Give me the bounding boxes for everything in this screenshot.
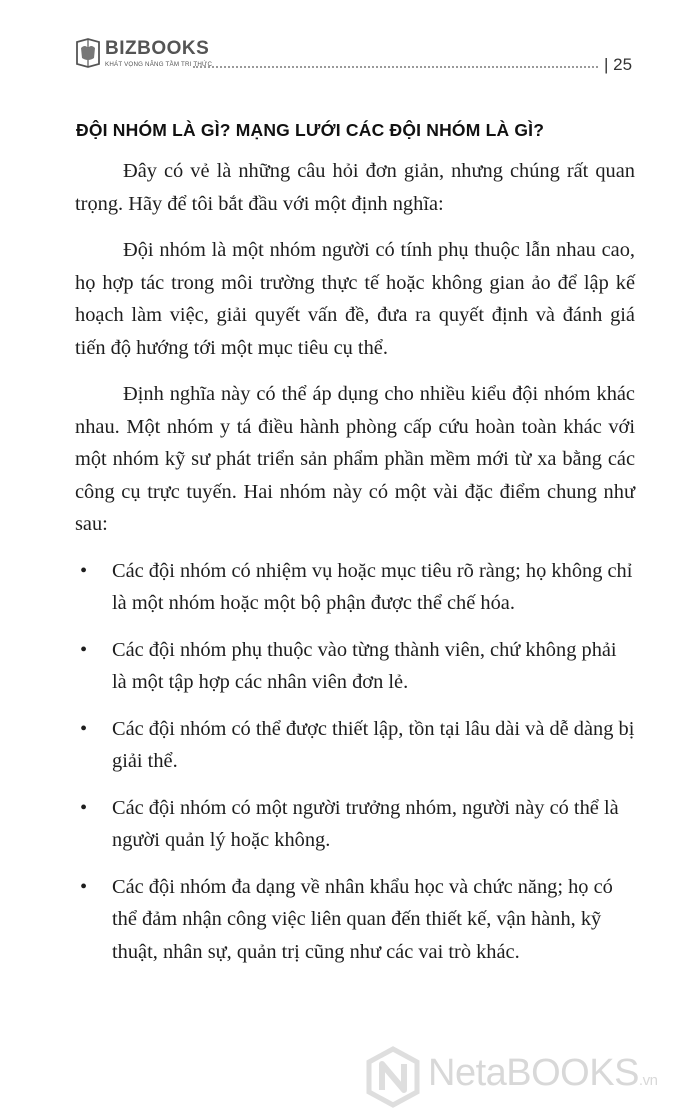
list-item xyxy=(75,634,635,699)
paragraph: Định nghĩa này có thể áp dụng cho nhiều kiểu đội nhóm khác nhau. Một nhóm y tá điều hành phòng cấp cứu hoàn toàn khác với một nhóm kỹ sư phát triển sản phẩm phần mềm mới từ xa bằng các công cụ trực tuyến. Hai nhóm này có một vài đặc điểm chung như sau: xyxy=(75,383,635,535)
bullet-marker: • xyxy=(80,875,88,898)
list-item-text: Các đội nhóm có một người trưởng nhóm, người này có thể là người quản lý hoặc không. xyxy=(112,796,619,851)
bullet-marker: • xyxy=(80,559,88,582)
bullet-marker: • xyxy=(80,796,88,819)
watermark-text xyxy=(428,1052,657,1095)
page-header xyxy=(0,0,700,100)
bullet-list xyxy=(75,555,635,969)
bullet-marker: • xyxy=(80,638,88,661)
list-item-text: Các đội nhóm đa dạng về nhân khẩu học và chức năng; họ có thể đảm nhận công việc liên quan đến thiết kế, vận hành, kỹ thuật, nhân sự, quản trị cũng như các vai trò khác. xyxy=(112,875,613,963)
header-dotted-rule xyxy=(193,66,598,68)
publisher-tagline: KHÁT VỌNG NÂNG TẦM TRI THỨC xyxy=(105,61,213,68)
publisher-logo xyxy=(75,36,215,76)
bullet-marker: • xyxy=(80,717,88,740)
paragraph: Đây có vẻ là những câu hỏi đơn giản, nhưng chúng rất quan trọng. Hãy để tôi bắt đầu với một định nghĩa: xyxy=(75,160,635,215)
paragraph: Đội nhóm là một nhóm người có tính phụ thuộc lẫn nhau cao, họ hợp tác trong môi trường thực tế hoặc không gian ảo để lập kế hoạch làm việc, giải quyết vấn đề, đưa ra quyết định và đánh giá tiến độ hướng tới một mục tiêu cụ thể. xyxy=(75,239,635,359)
list-item xyxy=(75,555,635,620)
list-item xyxy=(75,871,635,969)
watermark-suffix: .vn xyxy=(638,1072,658,1089)
body-text xyxy=(75,155,635,982)
page-number: | 25 xyxy=(604,55,633,74)
list-item-text: Các đội nhóm có nhiệm vụ hoặc mục tiêu rõ ràng; họ không chỉ là một nhóm hoặc một bộ phận được thể chế hóa. xyxy=(112,559,633,614)
watermark xyxy=(364,1046,684,1108)
hexagon-n-logo-icon xyxy=(364,1046,422,1108)
list-item-text: Các đội nhóm có thể được thiết lập, tồn tại lâu dài và dễ dàng bị giải thể. xyxy=(112,717,635,772)
section-heading: ĐỘI NHÓM LÀ GÌ? MẠNG LƯỚI CÁC ĐỘI NHÓM LÀ GÌ? xyxy=(76,120,545,140)
publisher-name: BIZBOOKS xyxy=(105,38,210,59)
book-lion-icon xyxy=(75,38,101,68)
list-item xyxy=(75,713,635,778)
list-item xyxy=(75,792,635,857)
list-item-text: Các đội nhóm phụ thuộc vào từng thành viên, chứ không phải là một tập hợp các nhân viên đơn lẻ. xyxy=(112,638,617,693)
watermark-brand: NetaBOOKS xyxy=(428,1052,639,1094)
